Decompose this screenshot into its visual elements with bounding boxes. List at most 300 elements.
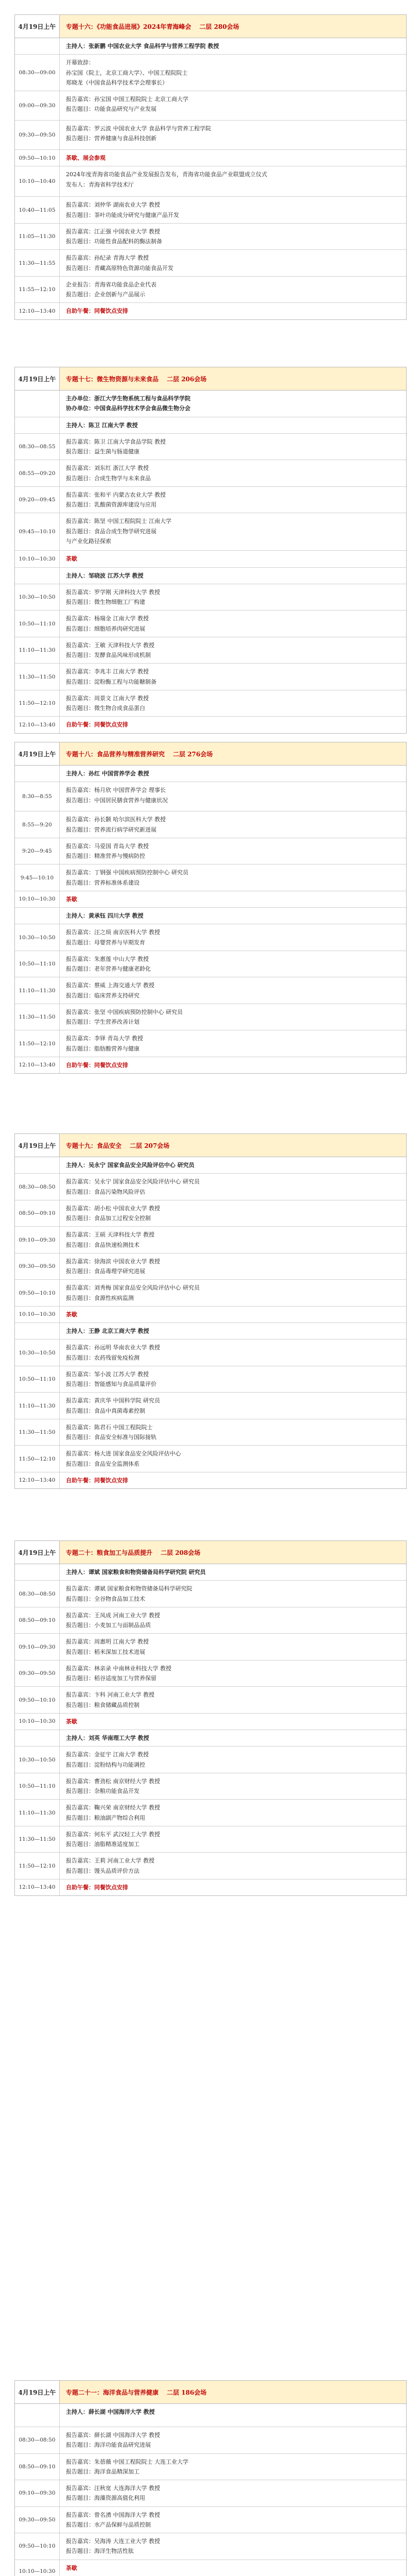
schedule-row <box>15 838 406 865</box>
schedule-content <box>60 1853 406 1879</box>
schedule-time: 11:10—11:30 <box>15 637 60 664</box>
schedule-time: 10:50—11:10 <box>15 951 60 977</box>
schedule-row <box>15 1057 406 1073</box>
schedule-row <box>15 1004 406 1031</box>
schedule-line: 主持人：邹晓波 江苏大学 教授 <box>66 572 144 579</box>
schedule-content <box>60 951 406 977</box>
schedule-row <box>15 1253 406 1280</box>
schedule-line: 报告题目：海洋功能食品研究进展 <box>66 2442 151 2449</box>
schedule-row <box>15 1200 406 1227</box>
schedule-time <box>15 417 60 433</box>
schedule-content <box>60 1057 406 1073</box>
schedule-line: 报告嘉宾：李铎 青岛大学 教授 <box>66 1035 143 1042</box>
schedule-line: 报告题目：智能感知与食品质量评价 <box>66 1381 156 1387</box>
schedule-time: 10:10—10:30 <box>15 1307 60 1323</box>
schedule-time: 11:30—11:50 <box>15 664 60 690</box>
schedule-content <box>60 303 406 319</box>
schedule-line: 报告题目：学生营养改善计划 <box>66 1019 139 1025</box>
schedule-time: 08:50—09:10 <box>15 1200 60 1227</box>
schedule-line: 报告嘉宾：王硕 天津科技大学 教授 <box>66 1231 154 1239</box>
schedule-line: 报告嘉宾：朱蓓薇 中国工程院院士 大连工业大学 <box>66 2458 188 2465</box>
schedule-row <box>15 1687 406 1714</box>
schedule-content <box>60 1564 406 1580</box>
schedule-line: 报告题目：发酵食品风味形成机制 <box>66 652 151 658</box>
schedule-line: 报告题目：益生菌与肠道健康 <box>66 448 139 455</box>
schedule-content <box>60 1366 406 1393</box>
schedule-line: 报告嘉宾：吴海涛 大连工业大学 教授 <box>66 2538 160 2545</box>
schedule-time: 09:00—09:30 <box>15 91 60 120</box>
schedule-line: 报告题目：稻米深加工技术进展 <box>66 1648 145 1655</box>
session-title <box>60 1134 406 1157</box>
schedule-time: 11:30—11:50 <box>15 1826 60 1853</box>
schedule-line: 主持人：陈卫 江南大学 教授 <box>66 421 138 429</box>
session-header <box>15 15 406 38</box>
schedule-line: 报告嘉宾：林亲录 中南林业科技大学 教授 <box>66 1665 171 1672</box>
schedule-time: 10:30—10:50 <box>15 924 60 951</box>
session-hall: 二层 206会场 <box>167 375 207 383</box>
schedule-content <box>60 1280 406 1306</box>
schedule-time: 12:10—13:40 <box>15 303 60 319</box>
schedule-content <box>60 1253 406 1280</box>
schedule-time: 10:50—11:10 <box>15 1773 60 1800</box>
schedule-row <box>15 568 406 584</box>
schedule-line: 报告嘉宾：刘仲华 湖南农业大学 教授 <box>66 201 160 209</box>
schedule-time: 09:30—09:50 <box>15 1253 60 1280</box>
schedule-time: 11:10—11:30 <box>15 1800 60 1826</box>
schedule-content <box>60 121 406 149</box>
schedule-time: 10:10—10:30 <box>15 1714 60 1730</box>
schedule-time <box>15 908 60 924</box>
schedule-content <box>60 568 406 584</box>
schedule-line: 自助午餐：同餐饮点安排 <box>66 721 128 728</box>
schedule-content <box>60 838 406 865</box>
schedule-content <box>60 1730 406 1746</box>
schedule-content <box>60 1446 406 1472</box>
schedule-content <box>60 637 406 664</box>
schedule-line: 报告嘉宾：邹小波 江苏大学 教授 <box>66 1370 149 1378</box>
schedule-row <box>15 977 406 1004</box>
schedule-content <box>60 460 406 486</box>
schedule-line: 报告嘉宾：陈坚 中国工程院院士 江南大学 <box>66 518 171 525</box>
schedule-line: 报告题目：食品合成生物学研究进展 <box>66 528 156 535</box>
session-header <box>15 742 406 766</box>
schedule-row <box>15 1879 406 1895</box>
schedule-line: 主持人：王静 北京工商大学 教授 <box>66 1328 149 1334</box>
schedule-content <box>60 1687 406 1713</box>
schedule-time: 10:10—10:30 <box>15 891 60 907</box>
session-hall: 二层 207会场 <box>130 1142 170 1149</box>
schedule-line: 报告题目：微生物合成食品蛋白 <box>66 705 145 711</box>
schedule-time: 12:10—13:40 <box>15 1879 60 1895</box>
schedule-line: 茶歇 <box>66 1311 77 1318</box>
schedule-time: 11:50—12:10 <box>15 1446 60 1472</box>
schedule-row <box>15 1446 406 1472</box>
schedule-content <box>60 584 406 611</box>
session-date: 4月19日上午 <box>15 1541 60 1564</box>
schedule-row <box>15 811 406 838</box>
schedule-line: 报告题目：粮油副产物综合利用 <box>66 1814 145 1821</box>
schedule-row <box>15 1472 406 1488</box>
schedule-line: 报告题目：食品中真菌毒素控制 <box>66 1407 145 1414</box>
schedule-line: 报告嘉宾：汪之顼 南京医科大学 教授 <box>66 929 160 936</box>
session-header <box>15 1541 406 1564</box>
schedule-time <box>15 1157 60 1173</box>
schedule-line: 报告嘉宾：陈君石 中国工程院院士 <box>66 1423 153 1431</box>
schedule-time: 12:10—13:40 <box>15 1472 60 1488</box>
schedule-time: 09:10—09:30 <box>15 1227 60 1253</box>
schedule-row <box>15 1157 406 1174</box>
schedule-row <box>15 951 406 978</box>
schedule-content <box>60 2454 406 2480</box>
schedule-line: 报告嘉宾：周景文 江南大学 教授 <box>66 694 149 702</box>
schedule-line: 茶歇 <box>66 2564 77 2571</box>
schedule-line: 报告题目：食源性疾病监测 <box>66 1294 134 1301</box>
schedule-row <box>15 717 406 733</box>
schedule-row <box>15 2507 406 2534</box>
schedule-content <box>60 865 406 891</box>
schedule-content <box>60 166 406 196</box>
schedule-content <box>60 1773 406 1800</box>
session-header <box>15 1134 406 1157</box>
schedule-time: 10:40—11:05 <box>15 197 60 223</box>
schedule-time: 10:10—10:40 <box>15 166 60 196</box>
schedule-line: 报告嘉宾：孙纪录 青海大学 教授 <box>66 255 149 262</box>
session-block <box>14 1133 407 1489</box>
session-title <box>60 367 406 390</box>
session-title-text: 专题二十一：海洋食品与营养健康 <box>66 2388 159 2396</box>
schedule-content <box>60 1307 406 1323</box>
schedule-row <box>15 417 406 434</box>
schedule-line: 报告嘉宾：卞科 河南工业大学 教授 <box>66 1691 154 1699</box>
schedule-line: 开幕致辞： <box>66 59 94 66</box>
schedule-row <box>15 1826 406 1853</box>
schedule-time: 10:50—11:10 <box>15 1366 60 1393</box>
schedule-time: 09:45—10:10 <box>15 513 60 550</box>
schedule-line: 报告嘉宾：徐海滨 中国农业大学 教授 <box>66 1258 160 1265</box>
schedule-line: 报告题目：企业创新与产品展示 <box>66 291 145 298</box>
schedule-content <box>60 1393 406 1419</box>
schedule-time: 10:10—10:30 <box>15 2560 60 2576</box>
schedule-line: 报告题目：全谷物食品加工技术 <box>66 1595 145 1602</box>
schedule-row <box>15 2404 406 2427</box>
schedule-line: 郑晓龙（中国食品科学技术学会理事长） <box>66 79 168 86</box>
schedule-line: 报告嘉宾：杨大进 国家食品安全风险评估中心 <box>66 1450 181 1458</box>
schedule-time: 09:10—09:30 <box>15 1634 60 1660</box>
schedule-time <box>15 2404 60 2427</box>
schedule-row <box>15 551 406 567</box>
schedule-line: 报告嘉宾：杨瑞金 江南大学 教授 <box>66 615 149 622</box>
schedule-time <box>15 1323 60 1339</box>
schedule-content <box>60 690 406 717</box>
schedule-line: 茶歇 <box>66 555 77 563</box>
schedule-content <box>60 1826 406 1853</box>
schedule-line: 报告嘉宾：罗学刚 天津科技大学 教授 <box>66 588 160 596</box>
schedule-row <box>15 2560 406 2576</box>
schedule-row <box>15 513 406 551</box>
schedule-row <box>15 150 406 166</box>
schedule-time: 11:10—11:30 <box>15 1393 60 1419</box>
session-title-text: 专题十八：食品营养与精准营养研究 <box>66 750 165 758</box>
schedule-line: 报告题目：功能性食品配料的酶法制备 <box>66 238 162 245</box>
schedule-time: 09:30—09:50 <box>15 1660 60 1687</box>
schedule-time: 09:50—10:10 <box>15 1280 60 1306</box>
schedule-content <box>60 811 406 838</box>
schedule-row <box>15 250 406 277</box>
schedule-content <box>60 1634 406 1660</box>
schedule-line: 孙宝国（院士，北京工商大学）、中国工程院院士 <box>66 69 188 76</box>
schedule-row <box>15 1393 406 1419</box>
schedule-line: 报告题目：营养流行病学研究新进展 <box>66 826 156 833</box>
schedule-row <box>15 1634 406 1660</box>
schedule-line: 报告题目：食品毒理学研究进展 <box>66 1268 145 1275</box>
session-hall: 二层 186会场 <box>167 2388 207 2396</box>
schedule-line: 主办单位：浙江大学生物系统工程与食品科学学院 <box>66 395 190 402</box>
schedule-time: 8:55—9:20 <box>15 811 60 838</box>
schedule-line: 报告嘉宾：刘东红 浙江大学 教授 <box>66 465 149 472</box>
schedule-row <box>15 1773 406 1800</box>
schedule-line: 报告题目：老年营养与健康老龄化 <box>66 965 151 972</box>
schedule-line: 报告嘉宾：罗云波 中国农业大学 食品科学与营养工程学院 <box>66 125 211 132</box>
schedule-line: 报告题目：食品污染物风险评估 <box>66 1188 145 1195</box>
session-date: 4月19日上午 <box>15 742 60 765</box>
schedule-content <box>60 908 406 924</box>
schedule-row <box>15 1714 406 1730</box>
session-title-text: 专题二十：粮食加工与品质提升 <box>66 1549 153 1556</box>
schedule-line: 报告题目：微生物细胞工厂构建 <box>66 599 145 605</box>
schedule-time: 08:30—08:50 <box>15 2427 60 2453</box>
schedule-line: 报告题目：农药残留免疫检测 <box>66 1354 139 1361</box>
schedule-line: 茶歇 <box>66 895 77 903</box>
schedule-row <box>15 487 406 514</box>
schedule-row <box>15 1323 406 1340</box>
schedule-content <box>60 487 406 513</box>
schedule-time <box>15 1564 60 1580</box>
schedule-line: 报告嘉宾：蔡威 上海交通大学 教授 <box>66 982 154 989</box>
schedule-line: 报告题目：营养标准体系建设 <box>66 879 139 886</box>
schedule-line: 协办单位：中国食品科学技术学会食品微生物分会 <box>66 405 190 412</box>
session-block <box>14 14 407 320</box>
schedule-row <box>15 1730 406 1747</box>
session-title <box>60 742 406 765</box>
schedule-time: 11:55—12:10 <box>15 277 60 303</box>
schedule-line: 茶歇、展会参观 <box>66 155 106 161</box>
session-title-text: 专题十六：《功能食品进展》2024年青海峰会 <box>66 23 191 30</box>
schedule-content <box>60 513 406 550</box>
schedule-time: 08:55—09:20 <box>15 460 60 486</box>
schedule-time: 08:30—08:50 <box>15 1174 60 1200</box>
schedule-line: 主持人：张新鹏 中国农业大学 食品科学与营养工程学院 教授 <box>66 43 219 49</box>
schedule-time: 09:30—09:50 <box>15 121 60 149</box>
schedule-line: 2024年度青海省功能食品产业发展报告发布，青海省功能食品产业联盟成立仪式 <box>66 171 267 178</box>
schedule-time <box>15 1730 60 1746</box>
schedule-time: 11:50—12:10 <box>15 1030 60 1057</box>
schedule-content <box>60 224 406 250</box>
schedule-content <box>60 1340 406 1366</box>
schedule-time <box>15 391 60 417</box>
schedule-line: 报告题目：粮食储藏品质控制 <box>66 1701 139 1708</box>
schedule-row <box>15 924 406 951</box>
schedule-row <box>15 277 406 303</box>
schedule-content <box>60 1607 406 1634</box>
schedule-line: 报告题目：乳酸菌资源库建设与应用 <box>66 501 156 508</box>
schedule-content <box>60 1472 406 1488</box>
schedule-row <box>15 1419 406 1446</box>
schedule-line: 报告题目：稻谷适度加工与营养保留 <box>66 1675 156 1682</box>
schedule-content <box>60 1419 406 1446</box>
schedule-content <box>60 924 406 951</box>
schedule-content <box>60 197 406 223</box>
schedule-line: 报告嘉宾：刘秀梅 国家食品安全风险评估中心 研究员 <box>66 1284 200 1292</box>
schedule-line: 报告题目：营养健康与食品科技创新 <box>66 135 156 142</box>
schedule-line: 报告嘉宾：周惠明 江南大学 教授 <box>66 1638 149 1646</box>
schedule-time: 12:10—13:40 <box>15 1057 60 1073</box>
schedule-content <box>60 38 406 54</box>
schedule-row <box>15 1030 406 1057</box>
schedule-row <box>15 1366 406 1393</box>
schedule-content <box>60 1030 406 1057</box>
schedule-time: 08:30—08:50 <box>15 1581 60 1607</box>
schedule-row <box>15 908 406 924</box>
schedule-row <box>15 197 406 224</box>
schedule-content <box>60 1747 406 1773</box>
schedule-time: 8:30—8:55 <box>15 782 60 811</box>
schedule-line: 主持人：吴永宁 国家食品安全风险评估中心 研究员 <box>66 1162 195 1168</box>
schedule-content <box>60 1879 406 1895</box>
schedule-line: 报告嘉宾：张坚 中国疾病预防控制中心 研究员 <box>66 1008 183 1015</box>
schedule-row <box>15 2533 406 2560</box>
schedule-line: 报告题目：海藻资源高值化利用 <box>66 2495 145 2502</box>
schedule-content <box>60 2427 406 2453</box>
schedule-row <box>15 865 406 891</box>
schedule-time: 11:30—11:50 <box>15 1004 60 1030</box>
schedule-line: 报告嘉宾：孙宝国 中国工程院院士 北京工商大学 <box>66 96 188 103</box>
schedule-line: 报告嘉宾：江正强 中国农业大学 教授 <box>66 228 160 235</box>
schedule-line: 主持人：薛长湖 中国海洋大学 教授 <box>66 2409 155 2415</box>
schedule-line: 报告嘉宾：李兆丰 江南大学 教授 <box>66 668 149 675</box>
schedule-line: 报告嘉宾：丁钢强 中国疾病预防控制中心 研究员 <box>66 869 188 876</box>
session-title <box>60 15 406 38</box>
schedule-line: 报告嘉宾：王凤成 河南工业大学 教授 <box>66 1612 160 1619</box>
schedule-line: 自助午餐：同餐饮点安排 <box>66 1884 128 1891</box>
schedule-time: 10:30—10:50 <box>15 1747 60 1773</box>
schedule-line: 报告嘉宾：金征宇 江南大学 教授 <box>66 1751 149 1758</box>
schedule-line: 报告嘉宾：朱惠莲 中山大学 教授 <box>66 955 149 962</box>
schedule-row <box>15 1581 406 1607</box>
schedule-line: 报告题目：临床营养支持研究 <box>66 992 139 999</box>
schedule-line: 自助午餐：同餐饮点安排 <box>66 308 128 315</box>
schedule-content <box>60 417 406 433</box>
schedule-line: 报告题目：淀粉酶工程与功能糖制备 <box>66 678 156 685</box>
schedule-line: 报告嘉宾：孙远明 华南农业大学 教授 <box>66 1344 160 1351</box>
schedule-row <box>15 121 406 150</box>
schedule-line: 报告嘉宾：汪秋宽 大连海洋大学 教授 <box>66 2485 160 2492</box>
schedule-row <box>15 1660 406 1687</box>
schedule-row <box>15 664 406 690</box>
schedule-time: 11:50—12:10 <box>15 1853 60 1879</box>
schedule-line: 报告嘉宾：胡小松 中国农业大学 教授 <box>66 1205 160 1212</box>
schedule-time: 11:05—11:30 <box>15 224 60 250</box>
schedule-line: 报告嘉宾：王敏 天津科技大学 教授 <box>66 641 154 649</box>
session-title <box>60 2381 406 2403</box>
session-title-text: 专题十七：微生物资源与未来食品 <box>66 375 159 383</box>
schedule-content <box>60 2480 406 2506</box>
schedule-content <box>60 1714 406 1730</box>
schedule-content <box>60 1004 406 1030</box>
schedule-time: 09:30—09:50 <box>15 2507 60 2533</box>
schedule-content <box>60 1174 406 1200</box>
schedule-content <box>60 891 406 907</box>
schedule-row <box>15 166 406 197</box>
schedule-line: 报告题目：水产品保鲜与品质控制 <box>66 2521 151 2528</box>
schedule-time: 10:50—11:10 <box>15 611 60 637</box>
schedule-line: 报告题目：馒头品质评价方法 <box>66 1867 139 1874</box>
schedule-content <box>60 91 406 120</box>
schedule-content <box>60 1323 406 1339</box>
schedule-row <box>15 611 406 637</box>
schedule-time <box>15 766 60 782</box>
session-title-text: 专题十九：食品安全 <box>66 1142 122 1149</box>
session-date: 4月19日上午 <box>15 2381 60 2403</box>
schedule-line: 报告嘉宾：薛长湖 中国海洋大学 教授 <box>66 2432 160 2438</box>
session-date: 4月19日上午 <box>15 15 60 38</box>
schedule-line: 报告嘉宾：何东平 武汉轻工大学 教授 <box>66 1831 160 1838</box>
schedule-row <box>15 55 406 91</box>
schedule-row <box>15 460 406 487</box>
schedule-row <box>15 637 406 664</box>
schedule-time: 08:50—09:10 <box>15 2454 60 2480</box>
schedule-line: 自助午餐：同餐饮点安排 <box>66 1477 128 1484</box>
schedule-line: 报告题目：杂粮功能食品开发 <box>66 1788 139 1794</box>
schedule-row <box>15 303 406 319</box>
schedule-content <box>60 1227 406 1253</box>
schedule-time: 9:45—10:10 <box>15 865 60 891</box>
schedule-row <box>15 38 406 55</box>
schedule-line: 报告嘉宾：曾名湧 中国海洋大学 教授 <box>66 2511 160 2518</box>
schedule-line: 报告题目：海洋生物活性肽 <box>66 2548 134 2555</box>
schedule-line: 报告题目：食品安全标准与国际接轨 <box>66 1434 156 1440</box>
schedule-content <box>60 434 406 460</box>
schedule-line: 自助午餐：同餐饮点安排 <box>66 1061 128 1069</box>
schedule-content <box>60 277 406 303</box>
schedule-row <box>15 1174 406 1200</box>
schedule-content <box>60 55 406 91</box>
schedule-content <box>60 1581 406 1607</box>
session-date: 4月19日上午 <box>15 367 60 390</box>
schedule-line: 报告题目：淀粉结构与功能调控 <box>66 1761 145 1768</box>
schedule-line: 报告题目：食品快速检测技术 <box>66 1241 139 1248</box>
schedule-content <box>60 551 406 567</box>
schedule-line: 主持人：刘英 华南理工大学 教授 <box>66 1735 149 1741</box>
schedule-time: 09:50—10:10 <box>15 2533 60 2560</box>
schedule-time: 09:10—09:30 <box>15 2480 60 2506</box>
schedule-line: 报告题目：母婴营养与早期发育 <box>66 939 145 946</box>
schedule-row <box>15 1853 406 1879</box>
schedule-line: 报告嘉宾：吴永宁 国家食品安全风险评估中心 研究员 <box>66 1178 200 1185</box>
schedule-content <box>60 2560 406 2576</box>
schedule-content <box>60 1157 406 1173</box>
schedule-content <box>60 664 406 690</box>
schedule-content <box>60 250 406 276</box>
schedule-content <box>60 1200 406 1227</box>
schedule-line: 报告嘉宾：张和平 内蒙古农业大学 教授 <box>66 491 166 498</box>
session-block <box>14 1540 407 1896</box>
schedule-content <box>60 977 406 1004</box>
schedule-time: 9:20—9:45 <box>15 838 60 865</box>
schedule-row <box>15 224 406 250</box>
session-hall: 二层 280会场 <box>199 23 239 30</box>
schedule-content <box>60 2404 406 2427</box>
schedule-row <box>15 584 406 611</box>
